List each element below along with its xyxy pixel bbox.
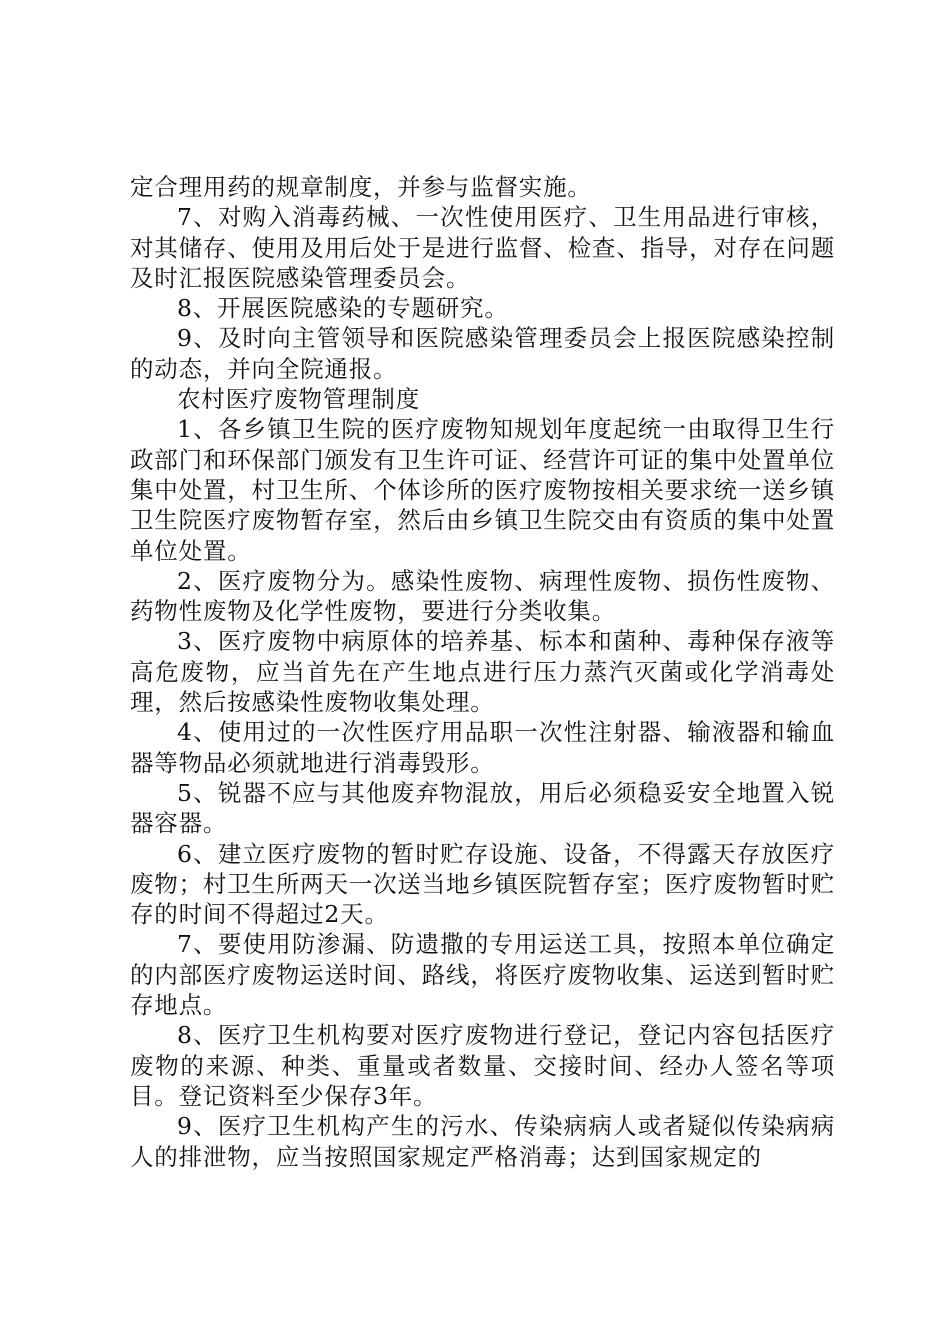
paragraph-waste-item-5: 5、锐器不应与其他废弃物混放，用后必须稳妥安全地置入锐器容器。 bbox=[130, 778, 835, 838]
paragraph-item-8-research: 8、开展医院感染的专题研究。 bbox=[177, 294, 509, 323]
paragraph-waste-item-6: 6、建立医疗废物的暂时贮存设施、设备，不得露天存放医疗废物；村卫生所两天一次送当地乡镇医院暂存室；医疗废物暂时贮存的时间不得超过2天。 bbox=[130, 839, 835, 929]
paragraph-waste-item-8: 8、医疗卫生机构要对医疗废物进行登记，登记内容包括医疗废物的来源、种类、重量或者数量、交接时间、经办人签名等项目。登记资料至少保存3年。 bbox=[130, 1021, 835, 1110]
paragraph-item-7-disinfection-review: 7、对购入消毒药械、一次性使用医疗、卫生用品进行审核，对其储存、使用及用后处于是进行监督、检查、指导，对存在问题及时汇报医院感染管理委员会。 bbox=[130, 203, 835, 292]
paragraph-waste-item-1: 1、各乡镇卫生院的医疗废物知规划年度起统一由取得卫生行政部门和环保部门颁发有卫生许可证、经营许可证的集中处置单位集中处置，村卫生所、个体诊所的医疗废物按相关要求统一送乡镇卫生院医疗废物暂存室，然后由乡镇卫生院交由有资质的集中处置单位处置。 bbox=[130, 415, 835, 565]
paragraph-continuation: 定合理用药的规章制度，并参与监督实施。 bbox=[130, 173, 592, 201]
paragraph-waste-item-4: 4、使用过的一次性医疗用品职一次性注射器、输液器和输血器等物品必须就地进行消毒毁形。 bbox=[130, 718, 835, 777]
section-title: 农村医疗废物管理制度 bbox=[177, 385, 420, 414]
paragraph-waste-item-9: 9、医疗卫生机构产生的污水、传染病病人或者疑似传染病病人的排泄物，应当按照国家规定严格消毒；达到国家规定的 bbox=[130, 1112, 835, 1171]
document-body bbox=[130, 172, 835, 1172]
paragraph-waste-item-3: 3、医疗废物中病原体的培养基、标本和菌种、毒种保存液等高危废物，应当首先在产生地点进行压力蒸汽灭菌或化学消毒处理，然后按感染性废物收集处理。 bbox=[130, 627, 835, 717]
paragraph-item-9-reporting: 9、及时向主管领导和医院感染管理委员会上报医院感染控制的动态，并向全院通报。 bbox=[130, 324, 835, 383]
paragraph-waste-item-7: 7、要使用防渗漏、防遗撒的专用运送工具，按照本单位确定的内部医疗废物运送时间、路线，将医疗废物收集、运送到暂时贮存地点。 bbox=[130, 930, 835, 1020]
paragraph-waste-item-2: 2、医疗废物分为。感染性废物、病理性废物、损伤性废物、药物性废物及化学性废物，要进行分类收集。 bbox=[130, 566, 835, 626]
